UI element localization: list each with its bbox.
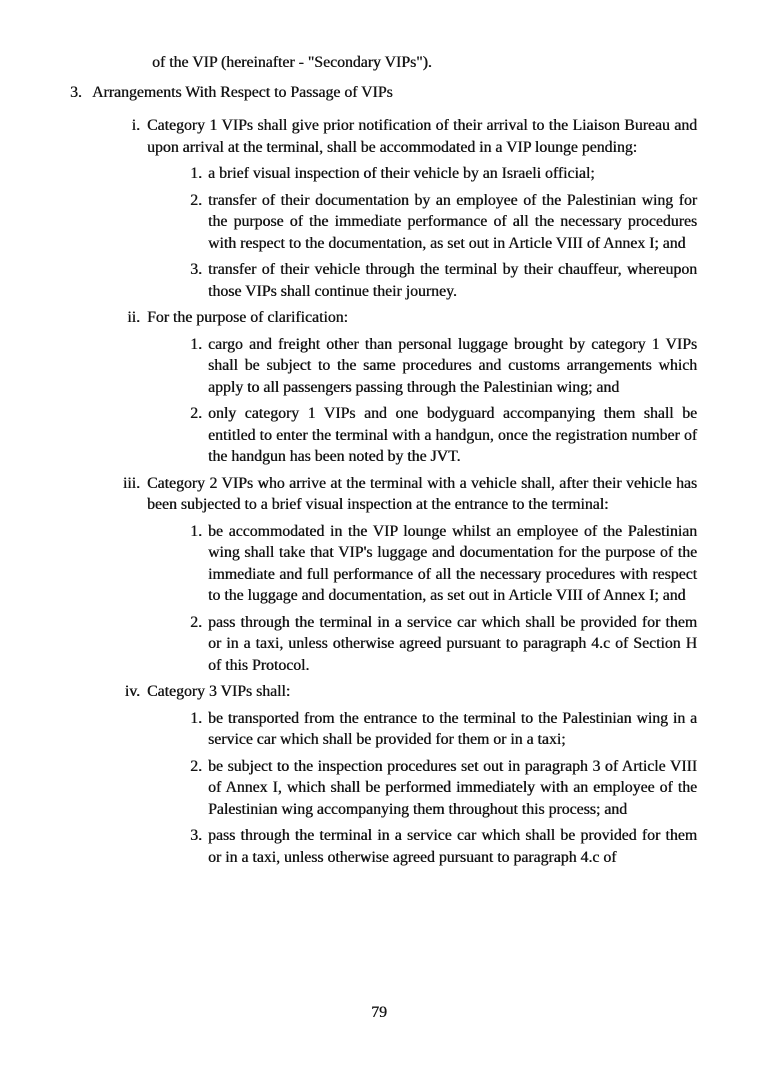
section-heading: [70, 82, 758, 104]
roman-item-text: Category 3 VIPs shall:: [147, 683, 291, 700]
roman-item-text: Category 2 VIPs who arrive at the terminal with a vehicle shall, after their vehicle has been subjected to a brief visual inspection at the entrance to the terminal:: [147, 474, 697, 513]
roman-item-head-iii: [122, 473, 697, 516]
roman-item-head-ii: [127, 307, 697, 329]
section-title: Arrangements With Respect to Passage of VIPs: [92, 83, 393, 101]
sub-item-text: be accommodated in the VIP lounge whilst an employee of the Palestinian wing shall take that VIP's luggage and documentation for the purpose of the immediate and full performance of all the necessary procedures with respect to the luggage and documentation, as set out in Article VIII of Annex I; and: [208, 522, 697, 604]
section-number: 3.: [70, 83, 82, 101]
sub-item-label: 2.: [190, 405, 202, 422]
roman-item-label: i.: [131, 117, 140, 134]
roman-item-label: iii.: [122, 474, 140, 492]
page-number: 79: [371, 1004, 387, 1021]
sub-item-text: cargo and freight other than personal luggage brought by category 1 VIPs shall be subject to the same procedures and customs arrangements which apply to all passengers passing through the Palestinian wing; and: [208, 335, 697, 396]
sub-item-iv-1: [190, 708, 697, 751]
sub-item-iv-2: [190, 756, 697, 821]
sub-item-label: 1.: [190, 165, 202, 182]
roman-item-text: Category 1 VIPs shall give prior notification of their arrival to the Liaison Bureau and upon arrival at the terminal, shall be accommodated in a VIP lounge pending:: [147, 117, 697, 156]
sub-item-text: only category 1 VIPs and one bodyguard accompanying them shall be entitled to enter the terminal with a handgun, once the registration number of the handgun has been noted by the JVT.: [208, 405, 697, 465]
sub-item-text: transfer of their vehicle through the terminal by their chauffeur, whereupon those VIPs shall continue their journey.: [208, 261, 697, 300]
sub-item-text: pass through the terminal in a service car which shall be provided for them or in a taxi, unless otherwise agreed pursuant to paragraph 4.c of: [208, 827, 697, 866]
sub-item-label: 1.: [190, 335, 202, 353]
sub-items-iii: [0, 521, 758, 677]
roman-item-text: For the purpose of clarification:: [147, 309, 348, 326]
sub-item-ii-2: [190, 403, 697, 468]
sub-items-i: [0, 163, 758, 302]
sub-item-label: 3.: [190, 827, 202, 844]
items-list: [0, 115, 758, 868]
sub-item-i-3: [190, 259, 697, 302]
roman-item-label: ii.: [127, 309, 140, 326]
sub-item-text: transfer of their documentation by an employee of the Palestinian wing for the purpose of the immediate performance of all the necessary procedures with respect to the documentation, as set out in Article VIII of Annex I; and: [208, 191, 697, 252]
sub-item-text: a brief visual inspection of their vehicle by an Israeli official;: [208, 165, 595, 182]
sub-item-ii-1: [190, 334, 697, 399]
sub-item-iv-3: [190, 825, 697, 868]
sub-item-i-2: [190, 190, 697, 255]
roman-item-ii: [0, 307, 758, 468]
sub-item-label: 2.: [190, 613, 202, 631]
roman-item-label: iv.: [124, 683, 140, 700]
sub-item-label: 2.: [190, 757, 202, 775]
sub-item-label: 1.: [190, 709, 202, 727]
sub-item-label: 2.: [190, 191, 202, 209]
roman-item-iv: [0, 681, 758, 868]
continuation-line: of the VIP (hereinafter - "Secondary VIPs").: [152, 54, 432, 71]
sub-item-i-1: [190, 163, 697, 185]
roman-item-i: [0, 115, 758, 302]
sub-item-text: be subject to the inspection procedures set out in paragraph 3 of Article VIII of Annex I, which shall be performed immediately with an employee of the Palestinian wing accompanying them throughout this process; and: [208, 757, 697, 818]
sub-item-label: 3.: [190, 261, 202, 278]
sub-item-text: pass through the terminal in a service car which shall be provided for them or in a taxi, unless otherwise agreed pursuant to paragraph 4.c of Section H of this Protocol.: [208, 613, 697, 674]
roman-item-iii: [0, 473, 758, 677]
roman-item-head-i: [131, 115, 697, 158]
sub-item-label: 1.: [190, 522, 202, 540]
sub-items-iv: [0, 708, 758, 869]
sub-items-ii: [0, 334, 758, 468]
sub-item-text: be transported from the entrance to the terminal to the Palestinian wing in a service car which shall be provided for them or in a taxi;: [208, 709, 697, 748]
roman-item-head-iv: [124, 681, 697, 703]
sub-item-iii-1: [190, 521, 697, 607]
sub-item-iii-2: [190, 612, 697, 677]
